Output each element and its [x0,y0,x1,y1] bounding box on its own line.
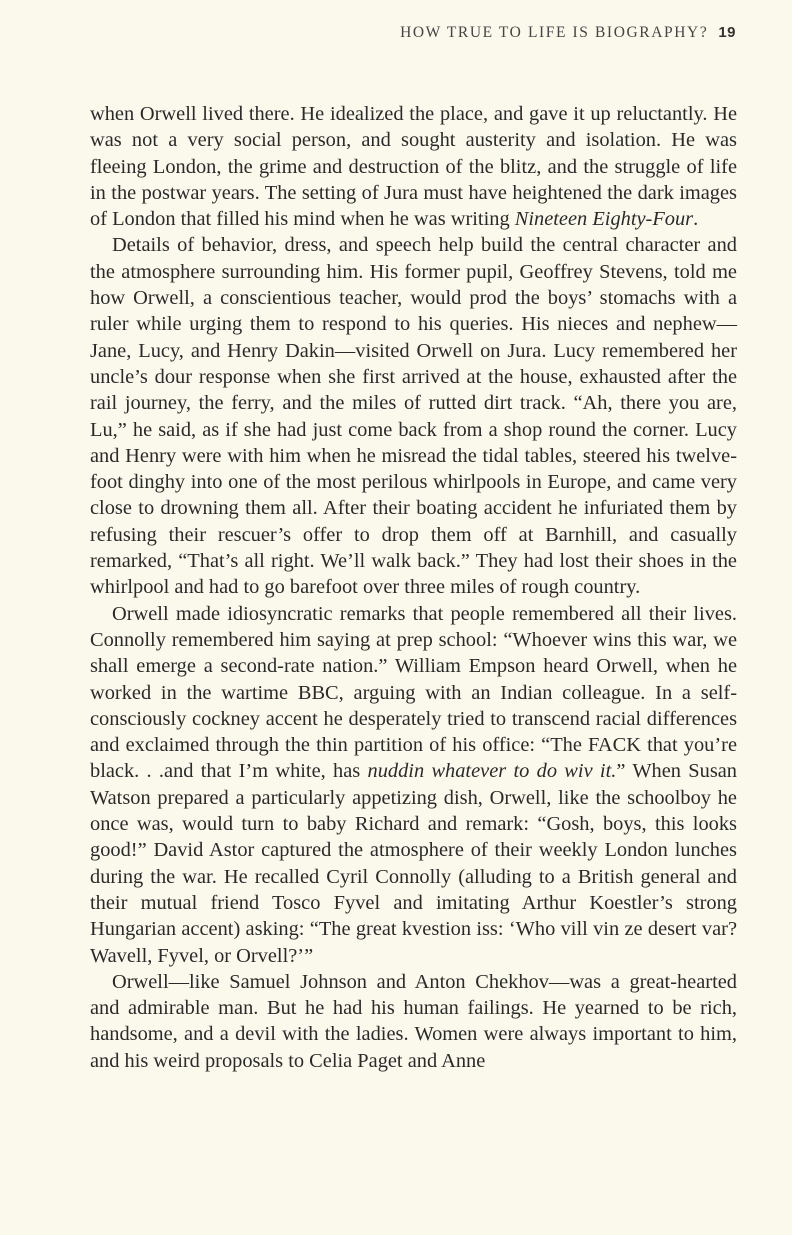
paragraph-text: . [693,208,699,231]
paragraph-text: Details of behavior, dress, and speech help build the central character and the atmosphere surrounding him. His former pupil, Geoffrey Stevens, told me how Orwell, a conscientious teacher, would prod the boys’ stomachs with a ruler while urging them to respond to his queries. His nieces and nephew—Jane, Lucy, and Henry Dakin—visited Orwell on Jura. Lucy remembered her uncle’s dour response when she first arrived at the house, exhausted after the rail journey, the ferry, and the miles of rutted dirt track. “Ah, there you are, Lu,” he said, as if she had just come back from a shop round the corner. Lucy and Henry were with him when he misread the tidal tables, steered his twelve-foot dinghy into one of the most perilous whirlpools in Europe, and came very close to drowning them all. After their boating accident he infuriated them by refusing their rescuer’s offer to drop them off at Barnhill, and casually remarked, “That’s all right. We’ll walk back.” They had lost their shoes in the whirlpool and had to go barefoot over three miles of rough country. [90,234,737,599]
paragraph-text: ” When Susan Watson prepared a particularly appetizing dish, Orwell, like the schoolboy he once was, would turn to baby Richard and remark: “Gosh, boys, this looks good!” David Astor captured the atmosphere of their weekly London lunches during the war. He recalled Cyril Connolly (alluding to a British general and their mutual friend Tosco Fyvel and imitating Arthur Koestler’s strong Hungarian accent) asking: “The great kvestion iss: ‘Who vill vin ze desert var? Wavell, Fyvel, or Orvell?’” [90,760,738,967]
book-title-italic: Nineteen Eighty-Four [514,208,694,231]
paragraph-text: Orwell made idiosyncratic remarks that people remembered all their lives. Connolly remembered him saying at prep school: “Whoever wins this war, we shall emerge a second-rate nation.” William Empson heard Orwell, when he worked in the wartime BBC, arguing with an Indian colleague. In a self-consciously cockney accent he desperately tried to transcend racial differences and exclaimed through the thin partition of his office: “The FACK that you’re black. . .and that I’m white, has [90,602,737,783]
body-text [90,101,737,1074]
running-header-title: HOW TRUE TO LIFE IS BIOGRAPHY? [400,24,709,41]
page-number: 19 [718,24,736,41]
quoted-speech-italic: nuddin whatever to do wiv it. [367,760,617,783]
paragraph-1 [90,101,737,232]
paragraph-text: when Orwell lived there. He idealized the place, and gave it up reluctantly. He was not a very social person, and sought austerity and isolation. He was fleeing London, the grime and destruction of the blitz, and the struggle of life in the postwar years. The setting of Jura must have heightened the dark images of London that filled his mind when he was writing [90,103,737,231]
paragraph-2 [90,232,737,600]
paragraph-4 [90,969,737,1074]
paragraph-3 [90,601,737,969]
paragraph-text: Orwell—like Samuel Johnson and Anton Chekhov—was a great-hearted and admirable man. But he had his human failings. He yearned to be rich, handsome, and a devil with the ladies. Women were always important to him, and his weird proposals to Celia Paget and Anne [90,970,737,1072]
running-header [90,24,736,42]
